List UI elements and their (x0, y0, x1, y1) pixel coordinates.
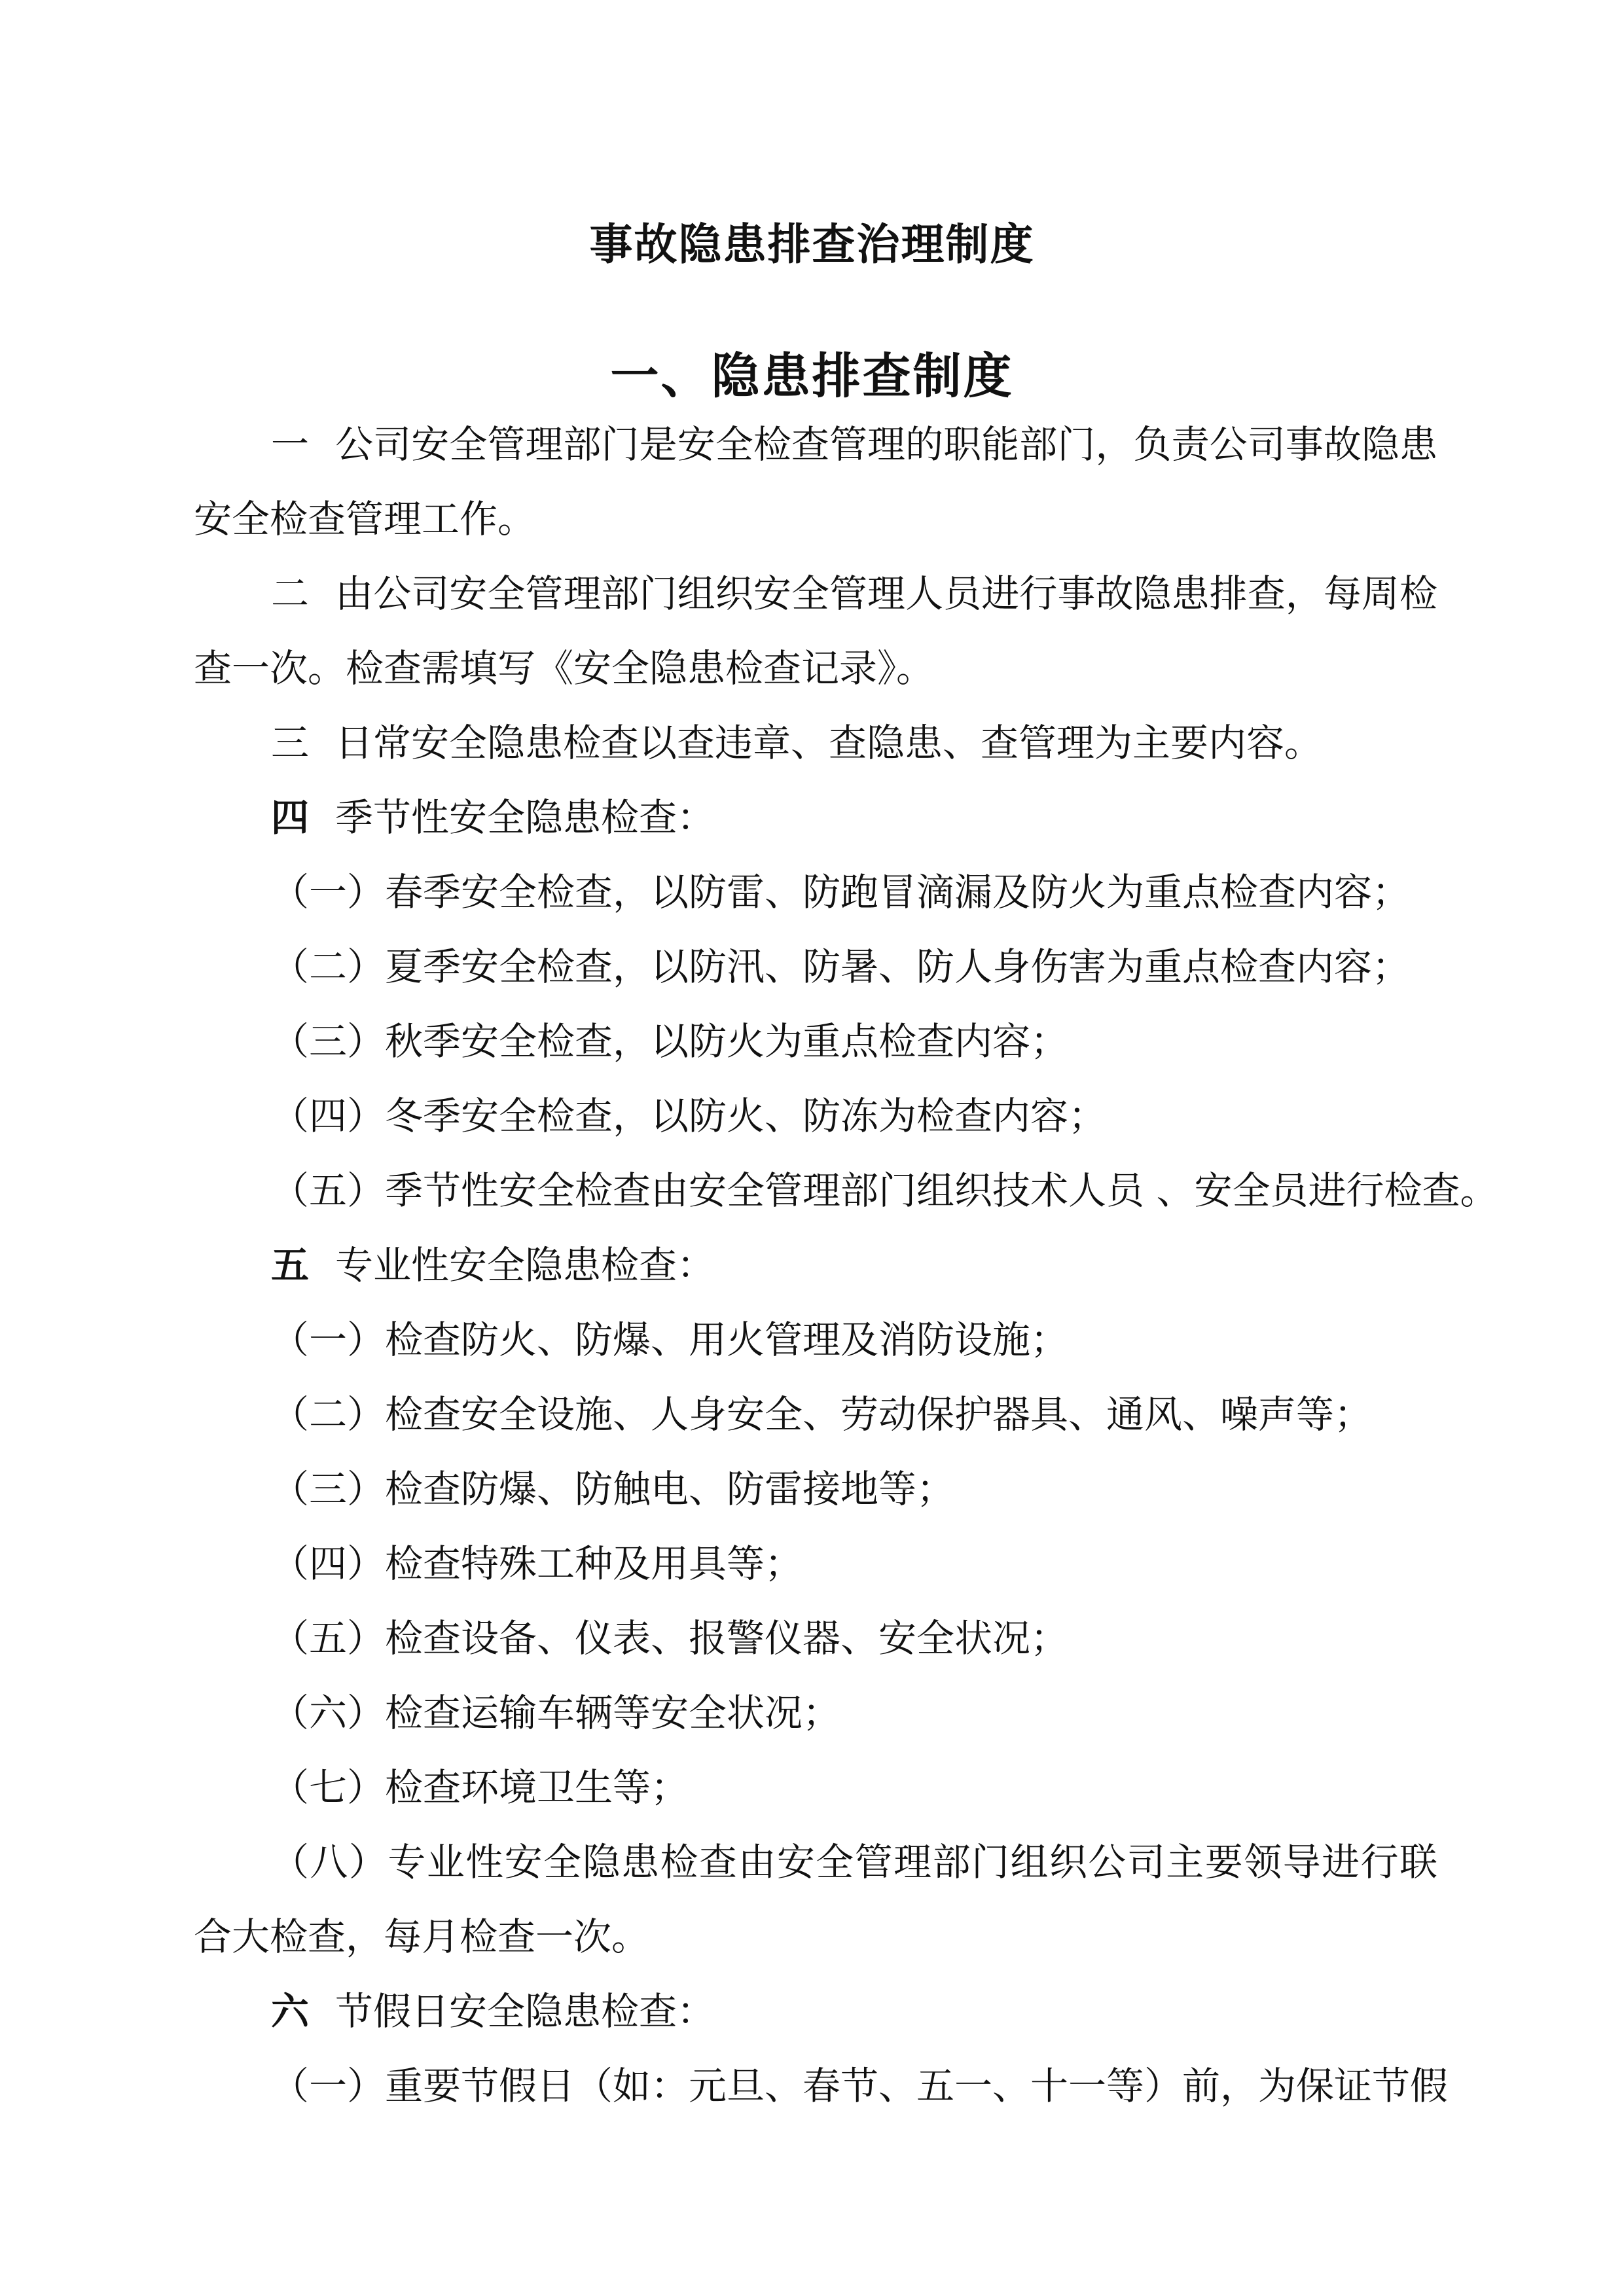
paragraph-6 (194, 1974, 1437, 2049)
list-item: （一）检查防火、防爆、用火管理及消防设施； (271, 1318, 1069, 1362)
paragraph-4 (194, 780, 1437, 855)
list-item: （一）春季安全检查，以防雷、防跑冒滴漏及防火为重点检查内容； (271, 870, 1411, 914)
list-item: （四）冬季安全检查，以防火、防冻为检查内容； (271, 1094, 1107, 1138)
list-item: （五）季节性安全检查由安全管理部门组织技术人员 、安全员进行检查。 (271, 1168, 1498, 1213)
list-item: （六）检查运输车辆等安全状况； (271, 1691, 841, 1735)
list-item: （七）检查环境卫生等； (271, 1765, 689, 1810)
paragraph-number: 三 (271, 721, 310, 765)
paragraph-text: 公司安全管理部门是安全检查管理的职能部门，负责公司事故隐患安全检查管理工作。 (194, 422, 1437, 541)
list-item: （二）夏季安全检查，以防汛、防暑、防人身伤害为重点检查内容； (271, 944, 1411, 989)
list-item: （八）专业性安全隐患检查由安全管理部门组织公司主要领导进行联合大检查，每月检查一次。 (194, 1840, 1437, 1959)
paragraph-number: 二 (271, 571, 310, 616)
list-item: （三）检查防爆、防触电、防雷接地等； (271, 1467, 955, 1511)
paragraph-1 (194, 407, 1437, 556)
paragraph-text: 节假日安全隐患检查： (335, 1989, 715, 2034)
paragraph-3 (194, 706, 1437, 780)
list-item: （三）秋季安全检查，以防火为重点检查内容； (271, 1019, 1069, 1064)
section-title: 一、隐患排查制度 (610, 348, 1014, 404)
list-item: （五）检查设备、仪表、报警仪器、安全状况； (271, 1616, 1069, 1660)
paragraph-text: 由公司安全管理部门组织安全管理人员进行事故隐患排查，每周检查一次。检查需填写《安全隐患检查记录》。 (194, 571, 1437, 691)
document-body (194, 407, 1498, 2123)
paragraph-text: 季节性安全隐患检查： (335, 795, 715, 840)
paragraph-text: 专业性安全隐患检查： (335, 1243, 715, 1287)
list-item: （四）检查特殊工种及用具等； (271, 1541, 803, 1586)
list-item: （二）检查安全设施、人身安全、劳动保护器具、通风、噪声等； (271, 1392, 1373, 1437)
paragraph-number: 四 (271, 795, 310, 840)
paragraph-number: 六 (271, 1989, 310, 2034)
paragraph-number: 一 (271, 422, 310, 467)
paragraph-text: 日常安全隐患检查以查违章、查隐患、查管理为主要内容。 (335, 721, 1323, 765)
paragraph-2 (194, 556, 1437, 706)
document-title: 事故隐患排查治理制度 (589, 219, 1035, 270)
list-item: （一）重要节假日（如：元旦、春节、五一、十一等）前，为保证节假 (271, 2064, 1449, 2108)
paragraph-5 (194, 1228, 1437, 1302)
paragraph-number: 五 (271, 1243, 310, 1287)
